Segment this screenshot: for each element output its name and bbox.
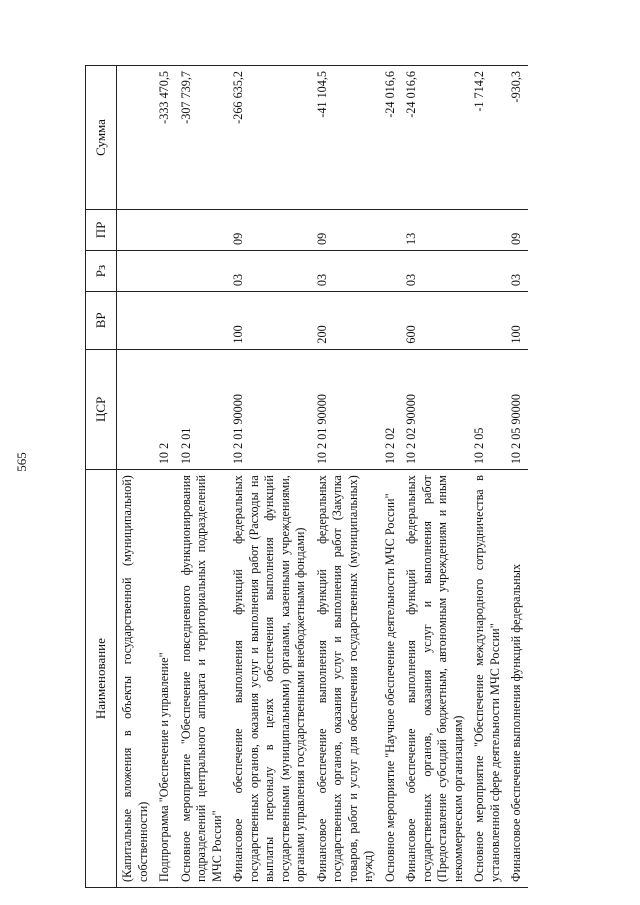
row-name: Финансовое обеспечение выполнения функций федеральных государственных органов, оказания услуг и выполнения работ (Закупка товаров, работ и услуг для обеспечения государственных (муниципальных) нужд): [312, 470, 380, 888]
row-vr: [380, 292, 402, 350]
row-rz: 03: [312, 250, 380, 291]
row-csr: 10 2 01 90000: [312, 349, 380, 470]
row-pr: [117, 209, 155, 250]
table-row: [312, 66, 380, 888]
row-vr: [176, 292, 229, 350]
row-rz: [380, 250, 402, 291]
budget-table: [85, 65, 528, 888]
header-sum: Сумма: [86, 66, 117, 210]
row-name: Основное мероприятие "Обеспечение международного сотрудничества в установленной сфере деятельности МЧС России": [469, 470, 506, 888]
table-row: [117, 66, 155, 888]
row-sum: -333 470,5: [154, 66, 176, 210]
row-rz: 03: [506, 250, 528, 291]
rotated-page-content: [85, 65, 620, 888]
row-csr: [117, 349, 155, 470]
row-name: Финансовое обеспечение выполнения функций федеральных государственных органов, оказания услуг и выполнения работ (Расходы на выплаты персоналу в целях обеспечения выполнения функций государственными (муниципальными) органами, казенными учреждениями, органами управления государственными внебюджетными фондами): [228, 470, 312, 888]
row-vr: [117, 292, 155, 350]
row-vr: 200: [312, 292, 380, 350]
row-sum: -930,3: [506, 66, 528, 210]
row-pr: 09: [312, 209, 380, 250]
row-name: Финансовое обеспечение выполнения функций федеральных: [506, 470, 528, 888]
row-rz: [154, 250, 176, 291]
header-csr: ЦСР: [86, 349, 117, 470]
row-sum: -307 739,7: [176, 66, 229, 210]
header-pr: ПР: [86, 209, 117, 250]
row-name: Основное мероприятие "Обеспечение повседневного функционирования подразделений центрального аппарата и территориальных подразделений МЧС России": [176, 470, 229, 888]
row-pr: 09: [506, 209, 528, 250]
table-row: [469, 66, 506, 888]
row-name: Финансовое обеспечение выполнения функций федеральных государственных органов, оказания услуг и выполнения работ (Предоставление субсидий бюджетным, автономным учреждениям и иным некоммерческим организациям): [401, 470, 469, 888]
row-csr: 10 2 01: [176, 349, 229, 470]
header-name: Наименование: [86, 470, 117, 888]
row-sum: -41 104,5: [312, 66, 380, 210]
row-vr: [469, 292, 506, 350]
row-rz: [176, 250, 229, 291]
row-pr: [176, 209, 229, 250]
row-sum: -266 635,2: [228, 66, 312, 210]
row-pr: [380, 209, 402, 250]
row-rz: [469, 250, 506, 291]
table-row: [228, 66, 312, 888]
row-rz: 03: [401, 250, 469, 291]
row-csr: 10 2 02 90000: [401, 349, 469, 470]
row-pr: 09: [228, 209, 312, 250]
row-vr: 600: [401, 292, 469, 350]
row-pr: [154, 209, 176, 250]
table-row: [506, 66, 528, 888]
page-number: 565: [14, 452, 29, 472]
row-vr: 100: [228, 292, 312, 350]
row-csr: 10 2: [154, 349, 176, 470]
row-rz: [117, 250, 155, 291]
row-pr: 13: [401, 209, 469, 250]
row-vr: [154, 292, 176, 350]
row-csr: 10 2 01 90000: [228, 349, 312, 470]
row-name: Основное мероприятие "Научное обеспечение деятельности МЧС России": [380, 470, 402, 888]
header-rz: Рз: [86, 250, 117, 291]
header-vr: ВР: [86, 292, 117, 350]
row-sum: -1 714,2: [469, 66, 506, 210]
header-row: [86, 66, 117, 888]
table-row: [380, 66, 402, 888]
row-csr: 10 2 05 90000: [506, 349, 528, 470]
row-sum: -24 016,6: [380, 66, 402, 210]
row-csr: 10 2 02: [380, 349, 402, 470]
row-pr: [469, 209, 506, 250]
row-vr: 100: [506, 292, 528, 350]
table-row: [154, 66, 176, 888]
row-rz: 03: [228, 250, 312, 291]
row-sum: [117, 66, 155, 210]
row-sum: -24 016,6: [401, 66, 469, 210]
row-csr: 10 2 05: [469, 349, 506, 470]
table-row: [176, 66, 229, 888]
row-name: (Капитальные вложения в объекты государственной (муниципальной) собственности): [117, 470, 155, 888]
table-row: [401, 66, 469, 888]
row-name: Подпрограмма "Обеспечение и управление": [154, 470, 176, 888]
